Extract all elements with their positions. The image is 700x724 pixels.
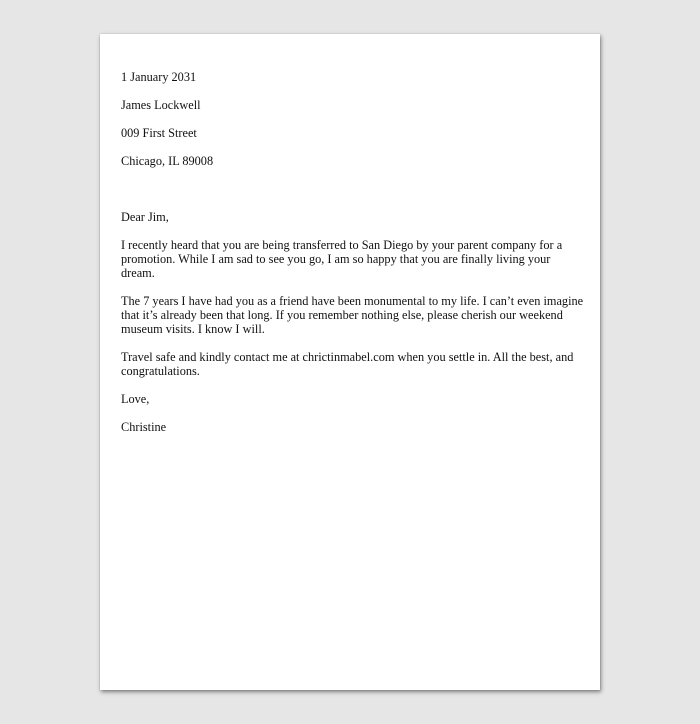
document-page (100, 34, 600, 690)
salutation: Dear Jim, (121, 210, 169, 224)
paragraph-line: that it’s already been that long. If you remember nothing else, please cherish our weekend (121, 308, 563, 322)
paragraph-line: promotion. While I am sad to see you go, I am so happy that you are finally living your (121, 252, 551, 266)
recipient-city: Chicago, IL 89008 (121, 154, 214, 168)
paragraph-line: Travel safe and kindly contact me at chrictinmabel.com when you settle in. All the best, and (121, 350, 574, 364)
paragraph-1 (121, 238, 581, 280)
paragraph-2 (121, 294, 584, 336)
paragraph-line: The 7 years I have had you as a friend have been monumental to my life. I can’t even imagine (121, 294, 584, 308)
closing: Love, (121, 392, 150, 406)
paragraph-line: congratulations. (121, 364, 200, 378)
paragraph-3 (121, 350, 581, 378)
paragraph-line: dream. (121, 266, 155, 280)
paragraph-line: I recently heard that you are being transferred to San Diego by your parent company for a (121, 238, 563, 252)
letter-body (121, 70, 584, 434)
paragraph-line: museum visits. I know I will. (121, 322, 265, 336)
signature-name: Christine (121, 420, 167, 434)
recipient-street: 009 First Street (121, 126, 197, 140)
letter-date: 1 January 2031 (121, 70, 197, 84)
recipient-name: James Lockwell (121, 98, 201, 112)
